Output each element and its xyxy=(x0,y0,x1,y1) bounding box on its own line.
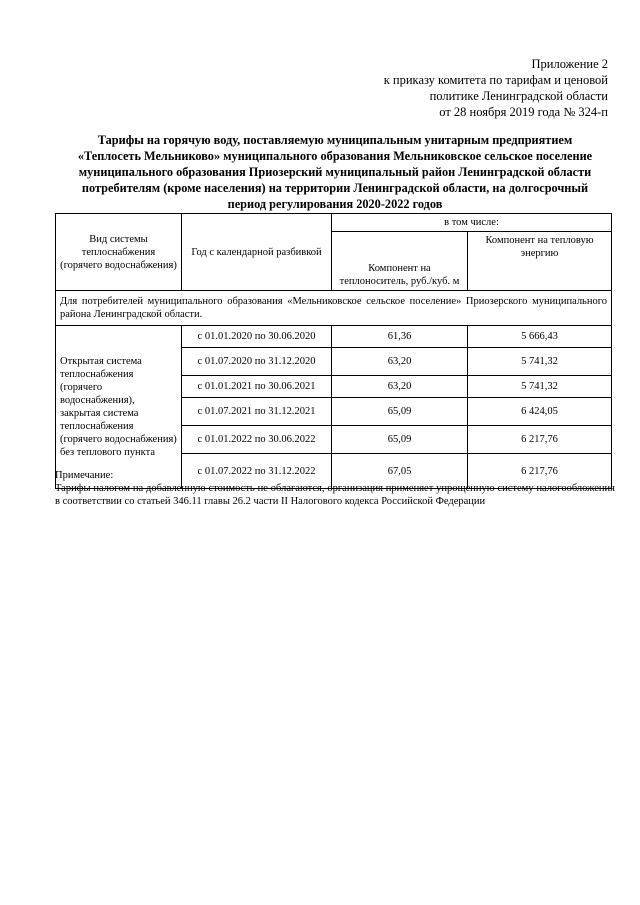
period-cell: с 01.07.2021 по 31.12.2021 xyxy=(182,398,332,426)
note-section xyxy=(55,469,615,508)
carrier-value-cell: 63,20 xyxy=(332,376,468,398)
system-type-cell: Открытая система теплоснабжения (горячего водоснабжения), закрытая система теплоснабжения (горячего водоснабжения) без теплового пункта xyxy=(56,326,182,489)
header-year: Год с календарной разбивкой xyxy=(182,214,332,291)
period-cell: с 01.07.2022 по 31.12.2022 xyxy=(182,454,332,489)
energy-value-cell: 6 217,76 xyxy=(468,426,612,454)
title-line-2: «Теплосеть Мельниково» муниципального образования Мельниковское сельское поселение xyxy=(77,149,593,163)
energy-value-cell: 5 666,43 xyxy=(468,326,612,348)
energy-value-cell: 6 424,05 xyxy=(468,398,612,426)
appendix-order-line: к приказу комитета по тарифам и ценовой xyxy=(383,73,608,87)
appendix-header xyxy=(338,56,608,120)
header-component-energy: Компонент на тепловую энергию xyxy=(468,232,612,291)
carrier-value-cell: 63,20 xyxy=(332,348,468,376)
appendix-committee-line: политике Ленинградской области xyxy=(429,89,608,103)
energy-value-cell: 6 217,76 xyxy=(468,454,612,489)
title-line-5: период регулирования 2020-2022 годов xyxy=(227,197,443,211)
header-including: в том числе: xyxy=(332,214,612,232)
title-line-3: муниципального образования Приозерский муниципальный район Ленинградской области xyxy=(78,165,592,179)
carrier-value-cell: 67,05 xyxy=(332,454,468,489)
period-cell: с 01.01.2021 по 30.06.2021 xyxy=(182,376,332,398)
appendix-number: Приложение 2 xyxy=(531,57,608,71)
energy-value-cell: 5 741,32 xyxy=(468,376,612,398)
title-line-1: Тарифы на горячую воду, поставляемую муниципальным унитарным предприятием xyxy=(97,133,573,147)
header-system-type: Вид системы теплоснабжения (горячего водоснабжения) xyxy=(56,214,182,291)
title-line-4: потребителям (кроме населения) на территории Ленинградской области, на долгосрочный xyxy=(81,181,589,195)
carrier-value-cell: 65,09 xyxy=(332,398,468,426)
note-text: Тарифы налогом на добавленную стоимость не облагаются, организация применяет упрощенную систему налогообложения в соответствии со статьей 346.11 главы 26.2 части II Налогового кодекса Российской Федерации xyxy=(55,483,615,507)
tariff-table xyxy=(55,213,612,489)
carrier-value-cell: 61,36 xyxy=(332,326,468,348)
energy-value-cell: 5 741,32 xyxy=(468,348,612,376)
consumer-group-row: Для потребителей муниципального образования «Мельниковское сельское поселение» Приозерского муниципального района Ленинградской области. xyxy=(56,291,612,326)
period-cell: с 01.01.2020 по 30.06.2020 xyxy=(182,326,332,348)
carrier-value-cell: 65,09 xyxy=(332,426,468,454)
note-label: Примечание: xyxy=(55,470,114,481)
period-cell: с 01.07.2020 по 31.12.2020 xyxy=(182,348,332,376)
document-title xyxy=(60,132,610,212)
header-component-carrier: Компонент на теплоноситель, руб./куб. м xyxy=(332,232,468,291)
appendix-date-line: от 28 ноября 2019 года № 324-п xyxy=(439,105,608,119)
period-cell: с 01.01.2022 по 30.06.2022 xyxy=(182,426,332,454)
table-row xyxy=(56,326,612,348)
